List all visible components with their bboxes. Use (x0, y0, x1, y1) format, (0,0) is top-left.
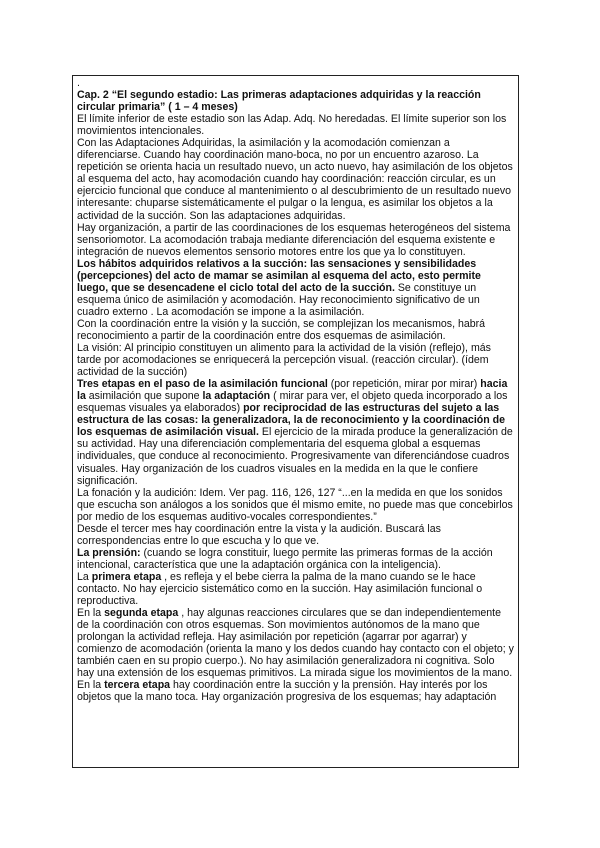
bold-run: la adaptación (202, 390, 271, 403)
bold-run: hacia la (77, 378, 508, 403)
text-run: Con las Adaptaciones Adquiridas, la asimilación y la acomodación comienzan a diferenciarse. Cuando hay coordinación mano-boca, no por un encuentro azaroso. La repetición se orienta hacia un resultado nuevo, un acto nuevo, hay asimilación de los objetos al esquema del acto, hay acomodación cuando hay coordinación: reacción circular, es un ejercicio funcional que conduce al mantenimiento o al descubrimiento de un resultado nuevo interesante: chuparse sistemáticamente el pulgar o la lengua, es asimilar los objetos a la actividad de la succión. Son las adaptaciones adquiridas. (77, 137, 513, 222)
text-run: ( mirar para ver, el objeto queda incorporado a los esquemas visuales ya elaborados) (77, 390, 508, 415)
text-run: , es refleja y el bebe cierra la palma de la mano cuando se le hace contacto. No hay ejercicio sistemático como en la succión. Hay asimilación funcional o reproductiva. (77, 570, 483, 608)
paragraph-p2 (77, 137, 514, 221)
paragraph-p12 (77, 607, 514, 679)
bold-run: tercera etapa (104, 679, 171, 692)
paragraph-p11 (77, 571, 514, 607)
bold-run: por reciprocidad de las estructuras del sujeto a las estructura de las cosas: la generalizadora, la de reconocimiento y la coordinación de los esquemas de asimilación visual. (77, 402, 506, 439)
bold-run: segunda etapa (104, 607, 179, 620)
text-run: (cuando se logra constituir, luego permite las primeras formas de la acción intencional, característica que une la adaptación orgánica con la inteligencia). (77, 546, 493, 571)
text-run: En la (77, 607, 105, 620)
document-frame (72, 75, 519, 768)
text-run: La (77, 570, 92, 583)
text-run: , hay algunas reacciones circulares que se dan independientemente de la coordinación con otros esquemas. Son movimientos autónomos de la mano que prolongan la actividad refleja. Hay asimilación por repetición (agarrar por agarrar) y comienzo de acomodación (orienta la mano y los dedos cuando hay contacto con el objeto; y también caen en su propio cuerpo.). No hay asimilación generalizadora ni cognitiva. Solo hay una extensión de los esquemas primitivos. La mirada sigue los movimientos de la mano. (77, 607, 514, 680)
paragraph-p7 (77, 378, 514, 486)
text-run: Con la coordinación entre la visión y la succión, se complejizan los mecanismos, habrá reconocimiento a partir de la coordinación entre dos esquemas de asimilación. (77, 317, 486, 342)
chapter-title-text: Cap. 2 “El segundo estadio: Las primeras adaptaciones adquiridas y la reacción circular primaria” ( 1 – 4 meses) (77, 89, 481, 114)
text-run: La fonación y la audición: Idem. Ver pag. 116, 126, 127 “...en la medida en que los sonidos que escucha son análogos a los sonidos que él mismo emite, no puede mas que concebirlos por medio de los esquemas auditivo-vocales correspondientes.” (77, 486, 513, 523)
paragraph-p13 (77, 679, 514, 703)
bold-run: Los hábitos adquiridos relativos a la succión: las sensaciones y sensibilidades (percepciones) del acto de mamar se asimilan al esquema del acto, esto permite luego, que se desencadene el ciclo total del acto de la succión. (77, 257, 481, 294)
chapter-title (77, 89, 514, 113)
paragraph-list (77, 113, 514, 703)
text-run: hay coordinación entre la succión y la prensión. Hay interés por los objetos que la mano toca. Hay organización progresiva de los esquemas; hay adaptación (77, 679, 497, 704)
lead-mark: . (77, 77, 80, 89)
text-run: Desde el tercer mes hay coordinación entre la vista y la audición. Buscará las correspondencias entre lo que escucha y lo que ve. (77, 522, 441, 547)
paragraph-p1 (77, 113, 514, 137)
text-run: (por repetición, mirar por mirar) (327, 378, 481, 391)
paragraph-p10 (77, 547, 514, 571)
paragraph-p4 (77, 258, 514, 318)
text-run: El ejercicio de la mirada produce la generalización de su actividad. Hay una diferenciación complementaria del esquema global a esquemas individuales, que conduce al reconocimiento. Progresivamente van diferenciándose cuadros visuales. Hay organización de los cuadros visuales en la medida en la que le confiere significación. (77, 426, 513, 487)
bold-run: Tres etapas en el paso de la asimilación funcional (77, 378, 328, 391)
text-run: El límite inferior de este estadio son las Adap. Adq. No heredadas. El límite superior son los movimientos intencionales. (77, 113, 507, 138)
text-run: Se constituye un esquema único de asimilación y acomodación. Hay reconocimiento significativo de un cuadro externo . La acomodación se impone a la asimilación. (77, 281, 480, 318)
paragraph-p3 (77, 222, 514, 258)
text-run: Hay organización, a partir de las coordinaciones de los esquemas heterogéneos del sistema sensoriomotor. La acomodación trabaja mediante diferenciación del esquema existente e integración de nuevos elementos sensorio motores entre los que ya lo constituyen. (77, 221, 511, 258)
paragraph-p8 (77, 487, 514, 523)
text-run: asimilación que supone (85, 390, 203, 403)
document-body (73, 76, 518, 703)
bold-run: La prensión: (77, 546, 141, 559)
text-run: La visión: Al principio constituyen un alimento para la actividad de la visión (reflejo), más tarde por acomodaciones se enriquecerá la percepción visual. (reacción circular). (ídem actividad de la succión) (77, 342, 491, 379)
paragraph-p6 (77, 342, 514, 378)
paragraph-p5 (77, 318, 514, 342)
text-run: En la (77, 679, 105, 692)
bold-run: primera etapa (91, 570, 162, 583)
paragraph-p9 (77, 523, 514, 547)
